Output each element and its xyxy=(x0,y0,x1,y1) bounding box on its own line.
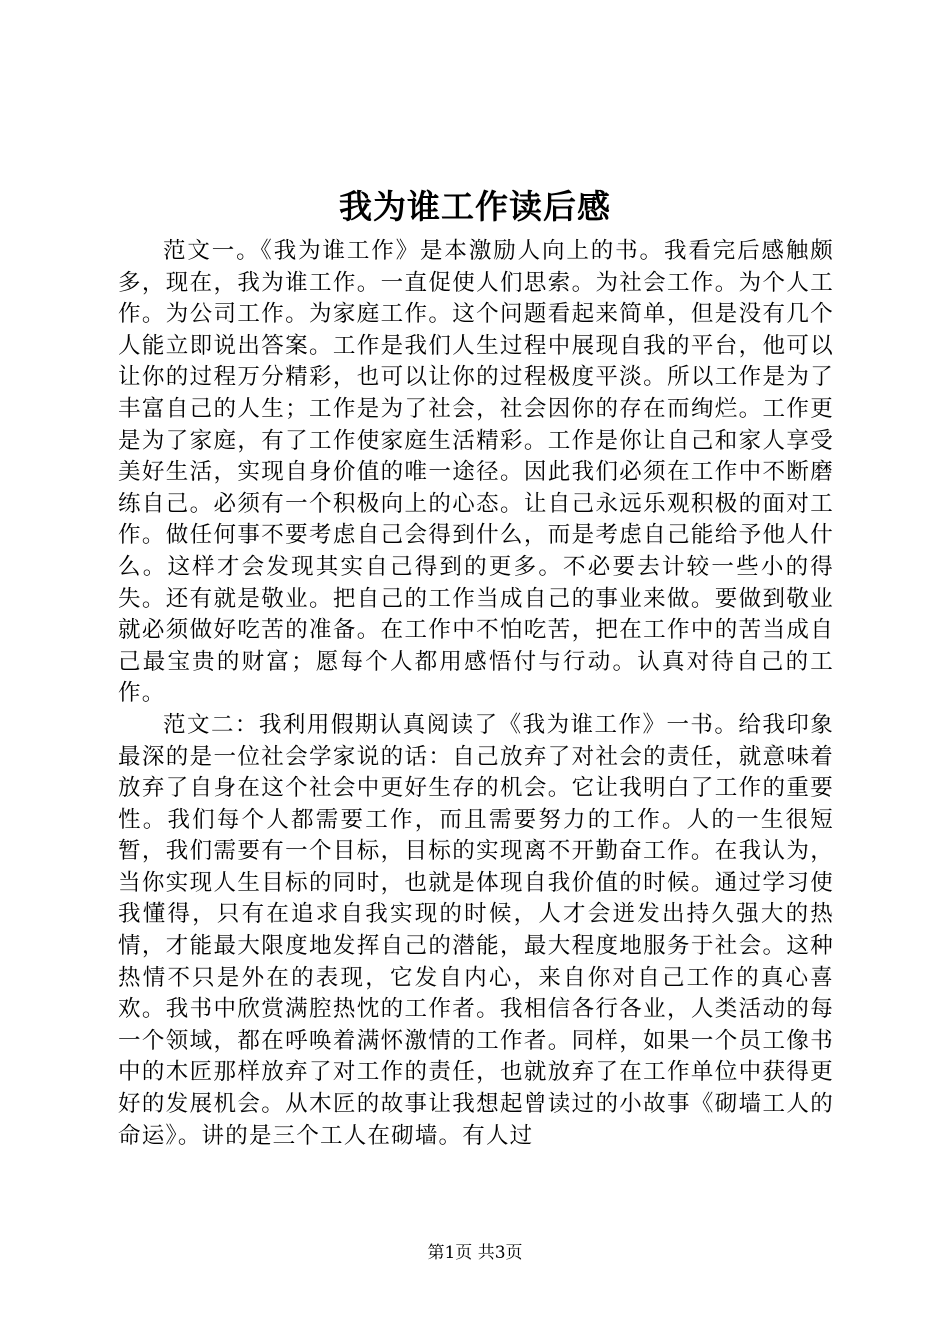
paragraph-1: 范文一。《我为谁工作》是本激励人向上的书。我看完后感触颇多，现在，我为谁工作。一直促使人们思索。为社会工作。为个人工作。为公司工作。为家庭工作。这个问题看起来简单，但是没有几个人能立即说出答案。工作是我们人生过程中展现自我的平台，他可以让你的过程万分精彩，也可以让你的过程极度平淡。所以工作是为了丰富自己的人生；工作是为了社会，社会因你的存在而绚烂。工作更是为了家庭，有了工作使家庭生活精彩。工作是你让自己和家人享受美好生活，实现自身价值的唯一途径。因此我们必须在工作中不断磨练自己。必须有一个积极向上的心态。让自己永远乐观积极的面对工作。做任何事不要考虑自己会得到什么，而是考虑自己能给予他人什么。这样才会发现其实自己得到的更多。不必要去计较一些小的得失。还有就是敬业。把自己的工作当成自己的事业来做。要做到敬业就必须做好吃苦的准备。在工作中不怕吃苦，把在工作中的苦当成自己最宝贵的财富；愿每个人都用感悟付与行动。认真对待自己的工作。 xyxy=(118,238,834,707)
document-body xyxy=(118,236,834,1152)
page-number-footer: 第1页 共3页 xyxy=(427,1243,523,1263)
paragraph-2: 范文二：我利用假期认真阅读了《我为谁工作》一书。给我印象最深的是一位社会学家说的话：自己放弃了对社会的责任，就意味着放弃了自身在这个社会中更好生存的机会。它让我明白了工作的重要性。我们每个人都需要工作，而且需要努力的工作。人的一生很短暂，我们需要有一个目标，目标的实现离不开勤奋工作。在我认为，当你实现人生目标的同时，也就是体现自我价值的时候。通过学习使我懂得，只有在追求自我实现的时候，人才会迸发出持久强大的热情，才能最大限度地发挥自己的潜能，最大程度地服务于社会。这种热情不只是外在的表现，它发自内心，来自你对自己工作的真心喜欢。我书中欣赏满腔热忱的工作者。我相信各行各业，人类活动的每一个领域，都在呼唤着满怀激情的工作者。同样，如果一个员工像书中的木匠那样放弃了对工作的责任，也就放弃了在工作单位中获得更好的发展机会。从木匠的故事让我想起曾读过的小故事《砌墙工人的命运》。讲的是三个工人在砌墙。有人过 xyxy=(118,711,834,1149)
document-title: 我为谁工作读后感 xyxy=(339,187,611,226)
